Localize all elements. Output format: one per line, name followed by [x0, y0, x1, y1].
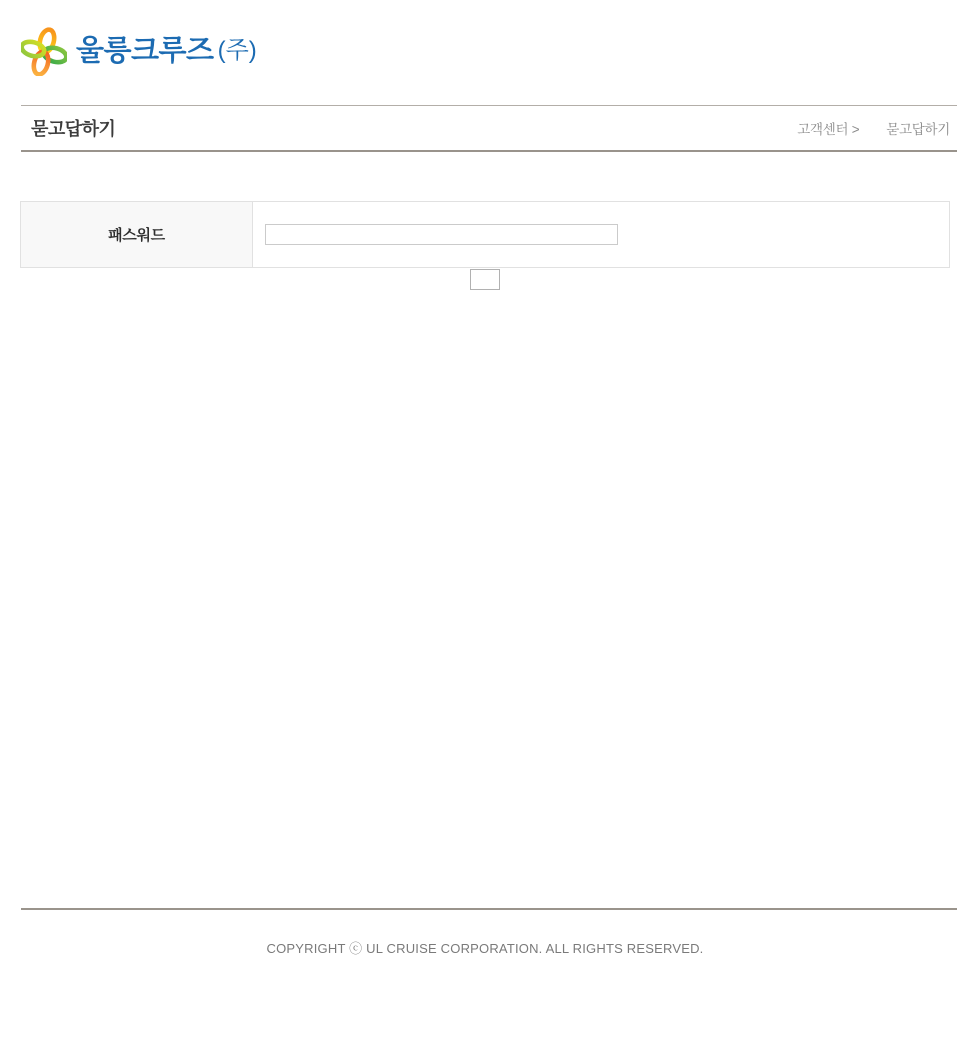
copyright-text: COPYRIGHT ⓒ UL CRUISE CORPORATION. ALL RIGHTS RESERVED. — [266, 941, 704, 956]
table-row — [21, 202, 950, 268]
footer-divider — [21, 908, 957, 910]
password-input[interactable] — [265, 224, 618, 245]
breadcrumb-parent[interactable]: 고객센터 > — [797, 122, 860, 137]
logo[interactable] — [21, 26, 257, 76]
site-header — [21, 26, 257, 78]
pinwheel-flower-icon — [21, 26, 67, 76]
title-bar — [21, 105, 957, 152]
breadcrumb — [797, 106, 950, 150]
page-title: 묻고답하기 — [31, 119, 116, 139]
logo-suffix: (주) — [217, 37, 257, 64]
logo-text: 울릉크루즈 — [76, 35, 214, 67]
password-cell — [253, 202, 950, 268]
password-table — [20, 201, 950, 268]
password-label: 패스워드 — [21, 202, 253, 268]
breadcrumb-current: 묻고답하기 — [886, 122, 950, 137]
submit-button[interactable] — [470, 269, 500, 290]
